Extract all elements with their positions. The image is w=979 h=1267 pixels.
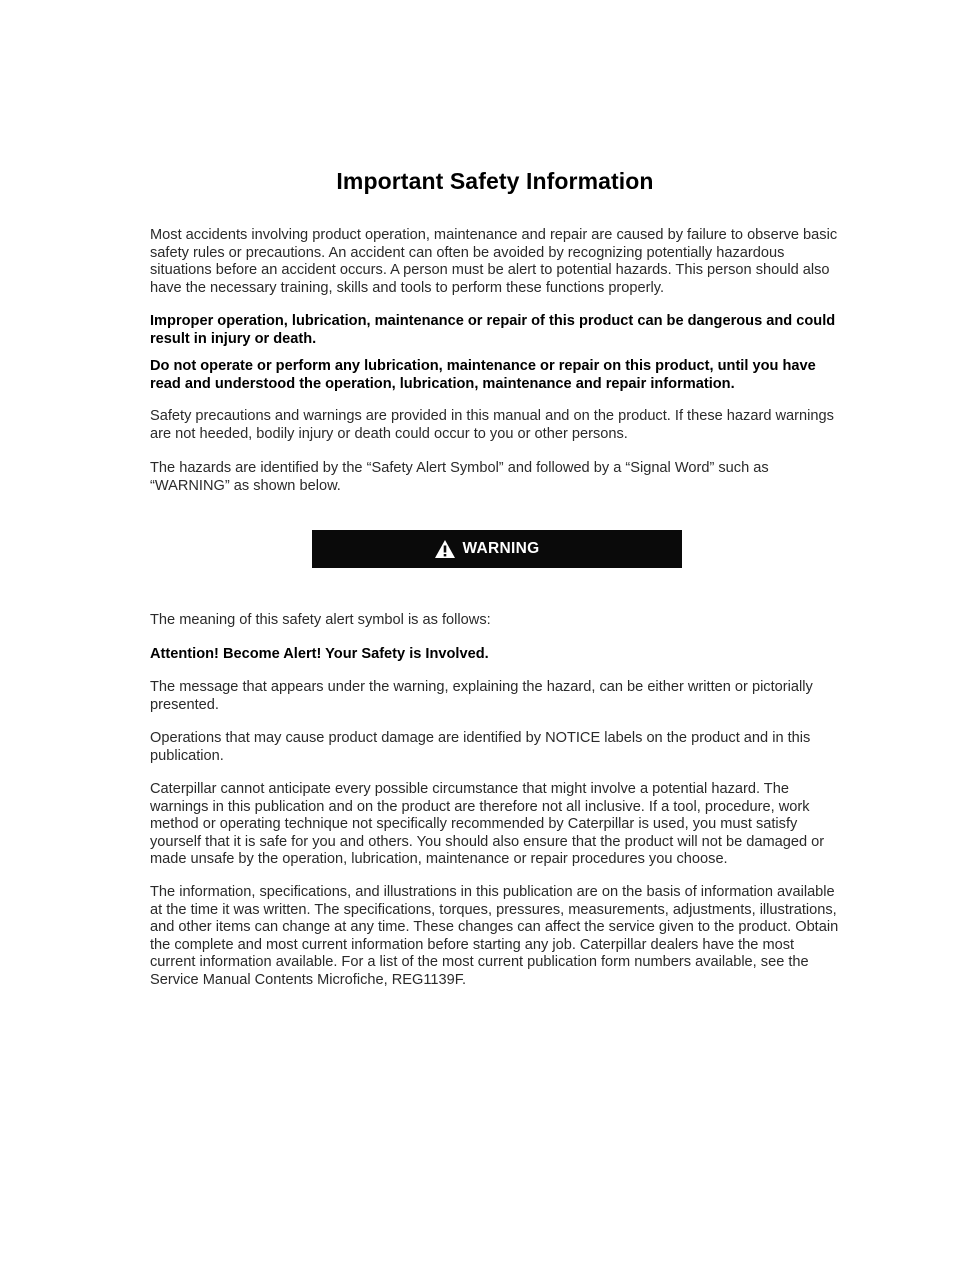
notice-paragraph: Operations that may cause product damage are identified by NOTICE labels on the product and in this publication. (150, 730, 811, 764)
page-title: Important Safety Information (336, 168, 654, 194)
attention-statement: Attention! Become Alert! Your Safety is Involved. (150, 646, 489, 662)
bold-warning-paragraph-1: Improper operation, lubrication, maintenance or repair of this product can be dangerous and could result in injury or death. (150, 313, 836, 347)
caterpillar-disclaimer-paragraph: Caterpillar cannot anticipate every possible circumstance that might involve a potential hazard. The warnings in this publication and on the product are therefore not all inclusive. If a tool, procedure, work method or operating technique not specifically recommended by Caterpillar is used, you must satisfy yourself that it is safe for you and others. You should also ensure that the product will not be damaged or made unsafe by the operation, lubrication, maintenance or repair procedures you choose. (150, 781, 825, 867)
hazards-identified-paragraph: The hazards are identified by the “Safety Alert Symbol” and followed by a “Signal Word” such as “WARNING” as shown below. (150, 460, 769, 494)
warning-label: WARNING (462, 540, 540, 557)
warning-banner (312, 530, 682, 568)
intro-paragraph: Most accidents involving product operation, maintenance and repair are caused by failure to observe basic safety rules or precautions. An accident can often be avoided by recognizing potentially hazardous situations before an accident occurs. A person must be alert to potential hazards. This person should also have the necessary training, skills and tools to perform these functions properly. (150, 227, 838, 296)
specifications-paragraph: The information, specifications, and illustrations in this publication are on the basis of information available at the time it was written. The specifications, torques, pressures, measurements, adjustments, illustrations, and other items can change at any time. These changes can affect the service given to the product. Obtain the complete and most current information before starting any job. Caterpillar dealers have the most current information available. For a list of the most current publication form numbers available, see the Service Manual Contents Microfiche, REG1139F. (150, 884, 839, 988)
safety-precautions-paragraph: Safety precautions and warnings are provided in this manual and on the product. If these hazard warnings are not heeded, bodily injury or death could occur to you or other persons. (150, 408, 834, 442)
message-paragraph: The message that appears under the warning, explaining the hazard, can be either written or pictorially presented. (150, 679, 813, 713)
safety-alert-triangle-icon (434, 539, 456, 559)
symbol-meaning-paragraph: The meaning of this safety alert symbol is as follows: (150, 612, 491, 628)
bold-warning-paragraph-2: Do not operate or perform any lubrication, maintenance or repair on this product, until you have read and understood the operation, lubrication, maintenance and repair information. (150, 358, 816, 392)
warning-banner-content (434, 539, 539, 559)
